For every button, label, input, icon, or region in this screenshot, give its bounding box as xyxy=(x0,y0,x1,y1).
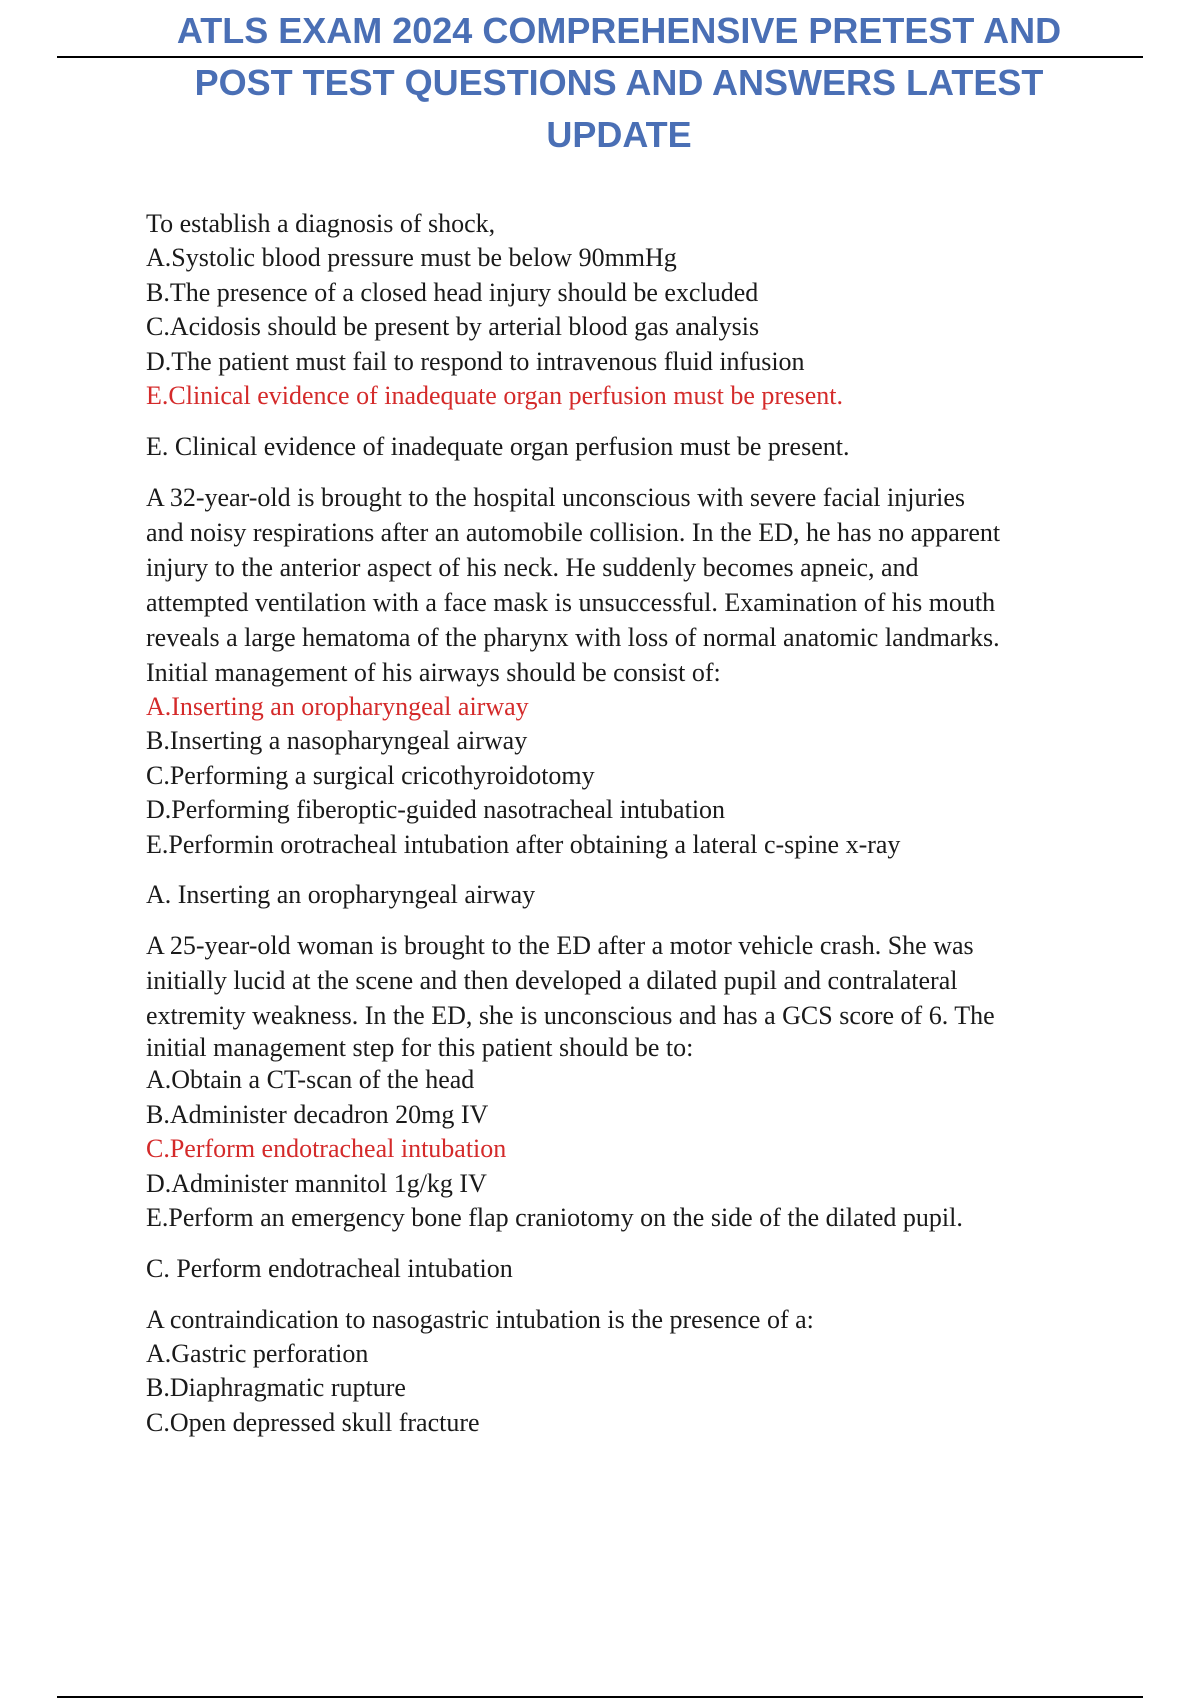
question-stem-line: attempted ventilation with a face mask is unsuccessful. Examination of his mouth xyxy=(146,587,996,617)
question-stem-line: initially lucid at the scene and then developed a dilated pupil and contralateral xyxy=(146,966,958,995)
option-e: E.Performin orotracheal intubation after obtaining a lateral c-spine x-ray xyxy=(146,829,901,859)
question-stem-line: A 32-year-old is brought to the hospital unconscious with severe facial injuries xyxy=(146,482,966,512)
option-a: A.Obtain a CT-scan of the head xyxy=(146,1065,475,1094)
option-d: D.The patient must fail to respond to intravenous fluid infusion xyxy=(146,346,805,376)
option-b: B.Diaphragmatic rupture xyxy=(146,1373,406,1402)
option-c: C.Performing a surgical cricothyroidotomy xyxy=(146,760,595,790)
option-a: A.Systolic blood pressure must be below 90mmHg xyxy=(146,243,677,272)
document-body xyxy=(146,206,1086,1440)
option-d: D.Administer mannitol 1g/kg IV xyxy=(146,1168,487,1198)
question-stem-line: and noisy respirations after an automobile collision. In the ED, he has no apparent xyxy=(146,517,1001,547)
document-title-line-3: UPDATE xyxy=(546,114,692,155)
question-stem-line: initial management step for this patient should be to: xyxy=(146,1033,694,1062)
question-stem-line: extremity weakness. In the ED, she is unconscious and has a GCS score of 6. The xyxy=(146,1001,995,1030)
answer-line: E. Clinical evidence of inadequate organ perfusion must be present. xyxy=(146,431,850,461)
option-a-correct: A.Inserting an oropharyngeal airway xyxy=(146,691,529,721)
answer-line: C. Perform endotracheal intubation xyxy=(146,1253,513,1283)
option-e-correct: E.Clinical evidence of inadequate organ perfusion must be present. xyxy=(146,381,843,410)
question-stem: A contraindication to nasogastric intubation is the presence of a: xyxy=(146,1304,814,1334)
question-stem-line: reveals a large hematoma of the pharynx with loss of normal anatomic landmarks. xyxy=(146,622,1000,652)
option-d: D.Performing fiberoptic-guided nasotracheal intubation xyxy=(146,795,726,824)
question-3 xyxy=(146,928,1086,1286)
option-c-correct: C.Perform endotracheal intubation xyxy=(146,1134,507,1163)
question-stem-line: injury to the anterior aspect of his neck. He suddenly becomes apneic, and xyxy=(146,552,919,582)
question-4 xyxy=(146,1302,1086,1441)
option-a: A.Gastric perforation xyxy=(146,1338,369,1368)
question-1 xyxy=(146,206,1086,464)
option-b: B.Administer decadron 20mg IV xyxy=(146,1099,489,1129)
document-title-line-2: POST TEST QUESTIONS AND ANSWERS LATEST xyxy=(194,62,1044,103)
question-stem-line: Initial management of his airways should be consist of: xyxy=(146,657,721,687)
answer-line: A. Inserting an oropharyngeal airway xyxy=(146,880,536,909)
document-title-line-1: ATLS EXAM 2024 COMPREHENSIVE PRETEST AND xyxy=(176,10,1062,51)
question-stem-line: A 25-year-old woman is brought to the ED after a motor vehicle crash. She was xyxy=(146,931,974,960)
option-c: C.Acidosis should be present by arterial blood gas analysis xyxy=(146,312,760,341)
option-b: B.Inserting a nasopharyngeal airway xyxy=(146,726,528,755)
option-c: C.Open depressed skull fracture xyxy=(146,1407,480,1437)
title-underline xyxy=(57,56,1143,58)
question-2 xyxy=(146,480,1086,913)
page-bottom-rule xyxy=(57,1696,1143,1698)
option-e: E.Perform an emergency bone flap craniotomy on the side of the dilated pupil. xyxy=(146,1203,963,1232)
question-stem: To establish a diagnosis of shock, xyxy=(146,209,496,238)
option-b: B.The presence of a closed head injury should be excluded xyxy=(146,277,759,307)
